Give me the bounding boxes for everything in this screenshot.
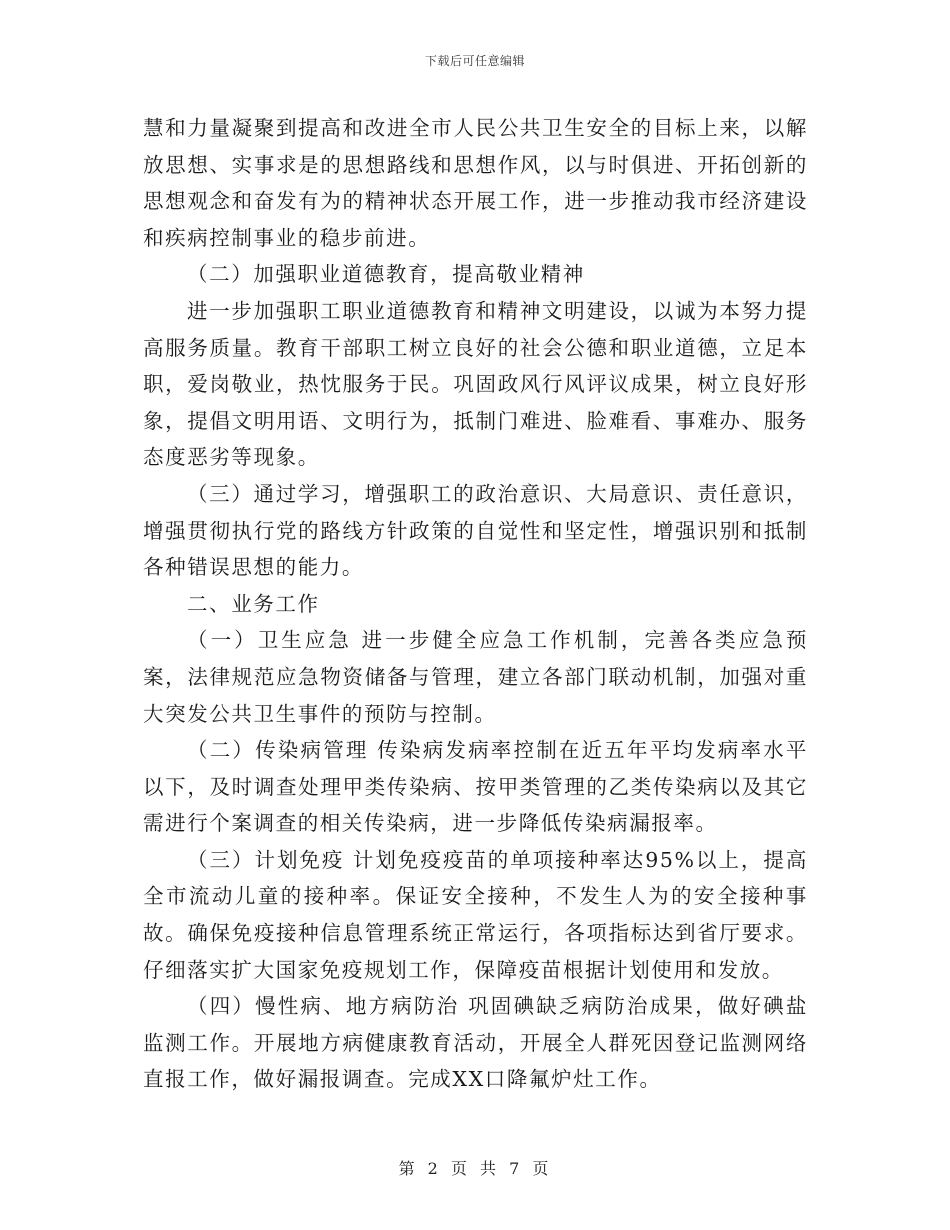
paragraph: 慧和力量凝聚到提高和改进全市人民公共卫生安全的目标上来，以解放思想、实事求是的思想路线和思想作风，以与时俱进、开拓创新的思想观念和奋发有为的精神状态开展工作，进一步推动我市经济建设和疾病控制事业的稳步前进。 — [143, 116, 808, 250]
paragraph: （四）慢性病、地方病防治 巩固碘缺乏病防治成果，做好碘盐监测工作。开展地方病健康教育活动，开展全人群死因登记监测网络直报工作，做好漏报调查。完成XX口降氟炉灶工作。 — [143, 994, 808, 1092]
section-heading: 二、业务工作 — [187, 591, 320, 616]
paragraph: 进一步加强职工职业道德教育和精神文明建设，以诚为本努力提高服务质量。教育干部职工树立良好的社会公德和职业道德，立足本职，爱岗敬业，热忱服务于民。巩固政风行风评议成果，树立良好形象，提倡文明用语、文明行为，抵制门难进、脸难看、事难办、服务态度恶劣等现象。 — [143, 298, 808, 470]
page-number-footer: 第 2 页 共 7 页 — [398, 1159, 552, 1178]
page-header-note: 下载后可任意编辑 — [424, 54, 525, 68]
paragraph: （一）卫生应急 进一步健全应急工作机制，完善各类应急预案，法律规范应急物资储备与管理，建立各部门联动机制，加强对重大突发公共卫生事件的预防与控制。 — [143, 628, 808, 726]
document-body — [143, 110, 808, 1098]
section-heading: （二）加强职业道德教育，提高敬业精神 — [187, 262, 585, 287]
paragraph: （二）传染病管理 传染病发病率控制在近五年平均发病率水平以下，及时调查处理甲类传染病、按甲类管理的乙类传染病以及其它需进行个案调查的相关传染病，进一步降低传染病漏报率。 — [143, 738, 808, 836]
paragraph: （三）计划免疫 计划免疫疫苗的单项接种率达95%以上，提高全市流动儿童的接种率。保证安全接种，不发生人为的安全接种事故。确保免疫接种信息管理系统正常运行，各项指标达到省厅要求。仔细落实扩大国家免疫规划工作，保障疫苗根据计划使用和发放。 — [143, 847, 808, 982]
paragraph: （三）通过学习，增强职工的政治意识、大局意识、责任意识，增强贯彻执行党的路线方针政策的自觉性和坚定性，增强识别和抵制各种错误思想的能力。 — [143, 481, 808, 580]
